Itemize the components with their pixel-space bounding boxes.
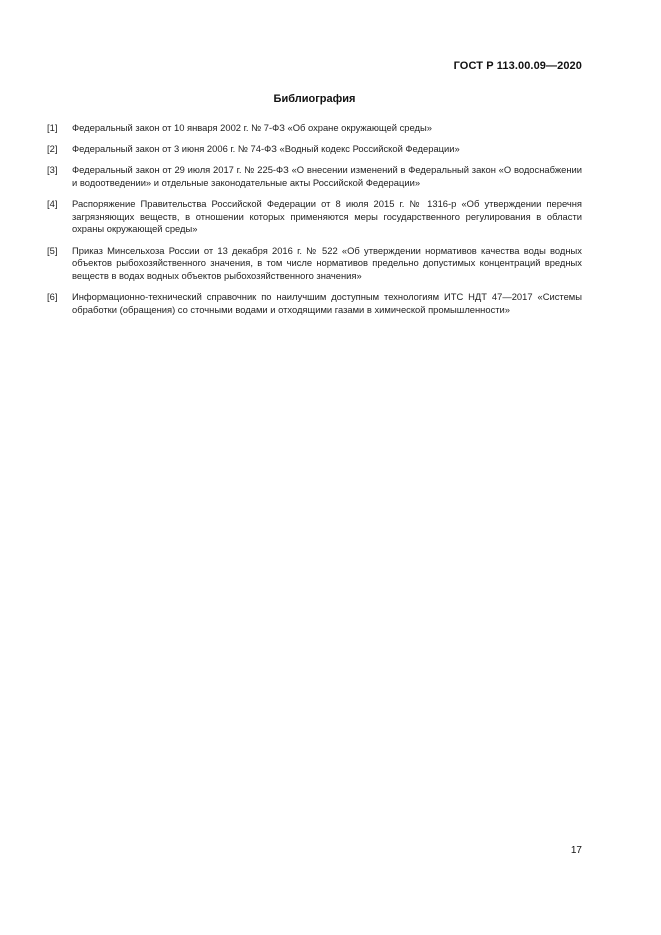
bibliography-entry-text: Информационно-технический справочник по наилучшим доступным технологиям ИТС НДТ 47—2017 «Системы обработки (обращения) со сточными водами и отходящими газами в химической промышленности» [72, 290, 582, 315]
bibliography-title: Библиография [273, 93, 356, 105]
bibliography-entry-number: [6] [47, 290, 58, 302]
bibliography-entry-text: Федеральный закон от 3 июня 2006 г. № 74-ФЗ «Водный кодекс Российской Федерации» [72, 143, 460, 155]
document-code-header: ГОСТ Р 113.00.09—2020 [453, 60, 582, 72]
bibliography-entry-number: [3] [47, 164, 58, 176]
bibliography-entry-1 [47, 122, 582, 135]
bibliography-entry-3 [47, 164, 582, 189]
bibliography-entry-5 [47, 245, 582, 283]
bibliography-entry-number: [2] [47, 143, 58, 155]
bibliography-entry-6 [47, 291, 582, 316]
bibliography-entry-number: [1] [47, 122, 58, 133]
bibliography-entry-number: [4] [47, 198, 58, 210]
bibliography-entry-number: [5] [47, 244, 58, 256]
bibliography-entry-2 [47, 143, 582, 156]
bibliography-entry-text: Федеральный закон от 10 января 2002 г. № 7-ФЗ «Об охране окружающей среды» [72, 122, 432, 133]
bibliography-entry-text: Распоряжение Правительства Российской Федерации от 8 июля 2015 г. № 1316-р «Об утверждении перечня загрязняющих веществ, в отношении которых применяются меры государственного регулирования в области охраны окружающей среды» [72, 198, 582, 235]
bibliography-entry-text: Приказ Минсельхоза России от 13 декабря 2016 г. № 522 «Об утверждении нормативов качества воды водных объектов рыбохозяйственного значения, в том числе нормативов предельно допустимых концентраций вредных веществ в водах водных объектов рыбохозяйственного значения» [72, 244, 582, 281]
bibliography-entry-4 [47, 198, 582, 236]
bibliography-list [47, 122, 582, 325]
page-number: 17 [570, 845, 582, 856]
bibliography-entry-text: Федеральный закон от 29 июля 2017 г. № 225-ФЗ «О внесении изменений в Федеральный закон «О водоснабжении и водоотведении» и отдельные законодательные акты Российской Федерации» [72, 164, 582, 188]
